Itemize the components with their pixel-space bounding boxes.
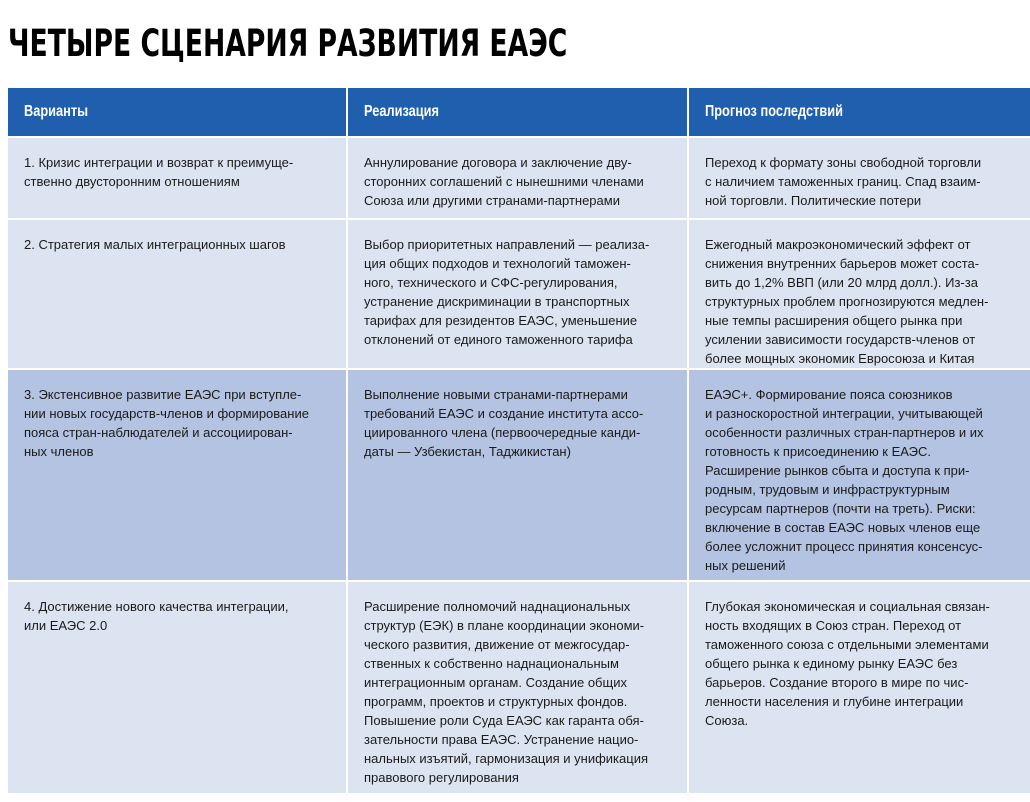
forecast-cell: Глубокая экономическая и социальная связан- ность входящих в Союз стран. Переход от таможенного союза с отдельными элементами общего рынка к единому рынку ЕАЭС без барьеров. Создание второго в мире по чис- ленности населения и глубине интеграции Союза. <box>688 581 1030 793</box>
implementation-cell: Выполнение новыми странами-партнерами требований ЕАЭС и создание института ассо- циированного члена (первоочередные канди- даты — Узбекистан, Таджикистан) <box>347 369 688 581</box>
implementation-cell: Расширение полномочий наднациональных структур (ЕЭК) в плане координации экономи- ческого развития, движение от межгосудар- ственных к собственно наднациональным интеграционным органам. Создание общих программ, проектов и структурных фондов. Повышение роли Суда ЕАЭС как гаранта обя- зательности права ЕАЭС. Устранение нацио- нальных изъятий, гармонизация и унификация правового регулирования <box>347 581 688 793</box>
table-row <box>8 581 1030 793</box>
table-row <box>8 369 1030 581</box>
table-row <box>8 137 1030 219</box>
header-variants: Варианты <box>8 88 347 137</box>
forecast-cell: Ежегодный макроэкономический эффект от снижения внутренних барьеров может соста- вить до 1,2% ВВП (или 20 млрд долл.). Из-за структурных проблем прогнозируются медлен- ные темпы расширения общего рынка при усилении зависимости государств-членов от более мощных экономик Евросоюза и Китая <box>688 219 1030 369</box>
header-implementation: Реализация <box>347 88 688 137</box>
implementation-cell: Выбор приоритетных направлений — реализа- ция общих подходов и технологий таможен- ного, технического и СФС-регулирования, устранение дискриминации в транспортных тарифах для резидентов ЕАЭС, уменьшение отклонений от единого таможенного тарифа <box>347 219 688 369</box>
header-forecast: Прогноз последствий <box>688 88 1030 137</box>
forecast-cell: ЕАЭС+. Формирование пояса союзников и разноскоростной интеграции, учитывающей особенности различных стран-партнеров и их готовность к присоединению к ЕАЭС. Расширение рынков сбыта и доступа к при- родным, трудовым и инфраструктурным ресурсам партнеров (почти на треть). Риски: включение в состав ЕАЭС новых членов еще более усложнит процесс принятия консенсус- ных решений <box>688 369 1030 581</box>
forecast-cell: Переход к формату зоны свободной торговли с наличием таможенных границ. Спад взаим- ной торговли. Политические потери <box>688 137 1030 219</box>
page-title: ЧЕТЫРЕ СЦЕНАРИЯ РАЗВИТИЯ ЕАЭС <box>8 22 568 65</box>
table-header-row <box>8 88 1030 137</box>
variant-cell: 1. Кризис интеграции и возврат к преимуще- ственно двусторонним отношениям <box>8 137 347 219</box>
variant-cell: 3. Экстенсивное развитие ЕАЭС при вступле- нии новых государств-членов и формирование пояса стран-наблюдателей и ассоциирован- ных членов <box>8 369 347 581</box>
variant-cell: 2. Стратегия малых интеграционных шагов <box>8 219 347 369</box>
implementation-cell: Аннулирование договора и заключение дву- сторонних соглашений с нынешними членами Союза или другими странами-партнерами <box>347 137 688 219</box>
variant-cell: 4. Достижение нового качества интеграции, или ЕАЭС 2.0 <box>8 581 347 793</box>
table-row <box>8 219 1030 369</box>
scenarios-table <box>8 88 1030 793</box>
